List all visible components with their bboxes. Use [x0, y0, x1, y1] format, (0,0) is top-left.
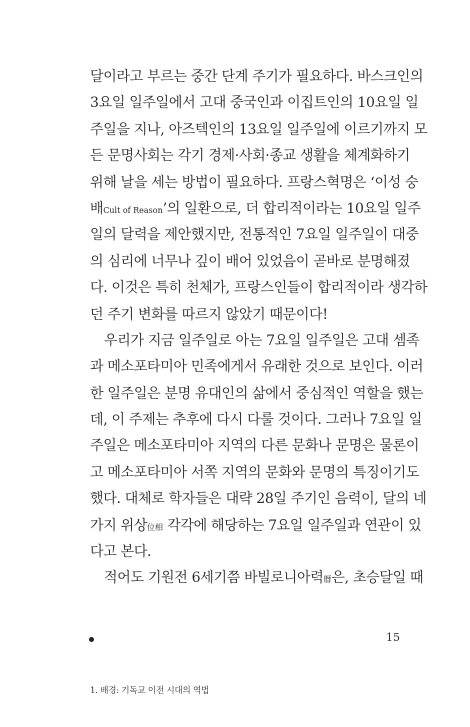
text-line: 주일을 지나, 아즈텍인의 13요일 일주일에 이르기까지 모 — [90, 121, 428, 138]
text-line: 3요일 일주일에서 고대 중국인과 이집트인의 10요일 일 — [90, 95, 419, 112]
text-line: 일의 달력을 제안했지만, 전통적인 7요일 일주일이 대중 — [90, 227, 419, 244]
text-line — [90, 196, 421, 222]
text-segment: 은, 초승달일 때 — [331, 570, 424, 587]
paragraph-start-line — [90, 565, 424, 591]
text-line: 던 주기 변화를 따르지 않았기 때문이다! — [90, 306, 328, 323]
english-gloss: Cult of Reason — [103, 205, 163, 215]
text-line: 과 메소포타미아 민족에게서 유래한 것으로 보인다. 이러 — [90, 359, 424, 376]
text-segment: 적어도 기원전 6세기쯤 바빌로니아력 — [104, 570, 324, 587]
page-number: 15 — [386, 631, 400, 644]
text-segment: ’의 일환으로, 더 합리적이라는 10요일 일주 — [162, 200, 421, 217]
paragraph-start-line: 우리가 지금 일주일로 아는 7요일 일주일은 고대 셈족 — [104, 332, 420, 349]
hanja-gloss: 曆 — [323, 575, 332, 585]
text-line: 주일은 메소포타미아 지역의 다른 문화나 문명은 물론이 — [90, 438, 420, 455]
text-line: 다. 이것은 특히 천체가, 프랑스인들이 합리적이라 생각하 — [90, 280, 428, 297]
text-segment: 각각에 해당하는 7요일 일주일과 연관이 있 — [163, 517, 422, 534]
running-footer: 1. 배경: 기독교 이전 시대의 역법 — [90, 686, 210, 696]
footer-bullet — [89, 637, 94, 642]
text-line: 위해 날을 세는 방법이 필요하다. 프랑스혁명은 ‘이성 숭 — [90, 174, 419, 191]
text-line — [90, 513, 422, 539]
text-segment: 가지 위상 — [90, 517, 148, 534]
text-line: 고 메소포타미아 서쪽 지역의 문화와 문명의 특징이기도 — [90, 464, 420, 481]
text-line: 의 심리에 너무나 깊이 배어 있었음이 곧바로 분명해졌 — [90, 253, 410, 270]
text-segment: 배 — [90, 200, 104, 217]
text-line: 든 문명사회는 각기 경제·사회·종교 생활을 체계화하기 — [90, 148, 410, 165]
hanja-gloss: 位相 — [147, 522, 164, 532]
text-line: 다고 본다. — [90, 544, 152, 561]
text-line: 했다. 대체로 학자들은 대략 28일 주기인 음력이, 달의 네 — [90, 491, 427, 508]
text-line: 달이라고 부르는 중간 단계 주기가 필요하다. 바스크인의 — [90, 69, 424, 85]
body-text — [90, 64, 428, 592]
text-line: 데, 이 주제는 추후에 다시 다룰 것이다. 그러나 7요일 일 — [90, 412, 422, 429]
text-line: 한 일주일은 분명 유대인의 삶에서 중심적인 역할을 했는 — [90, 385, 424, 402]
